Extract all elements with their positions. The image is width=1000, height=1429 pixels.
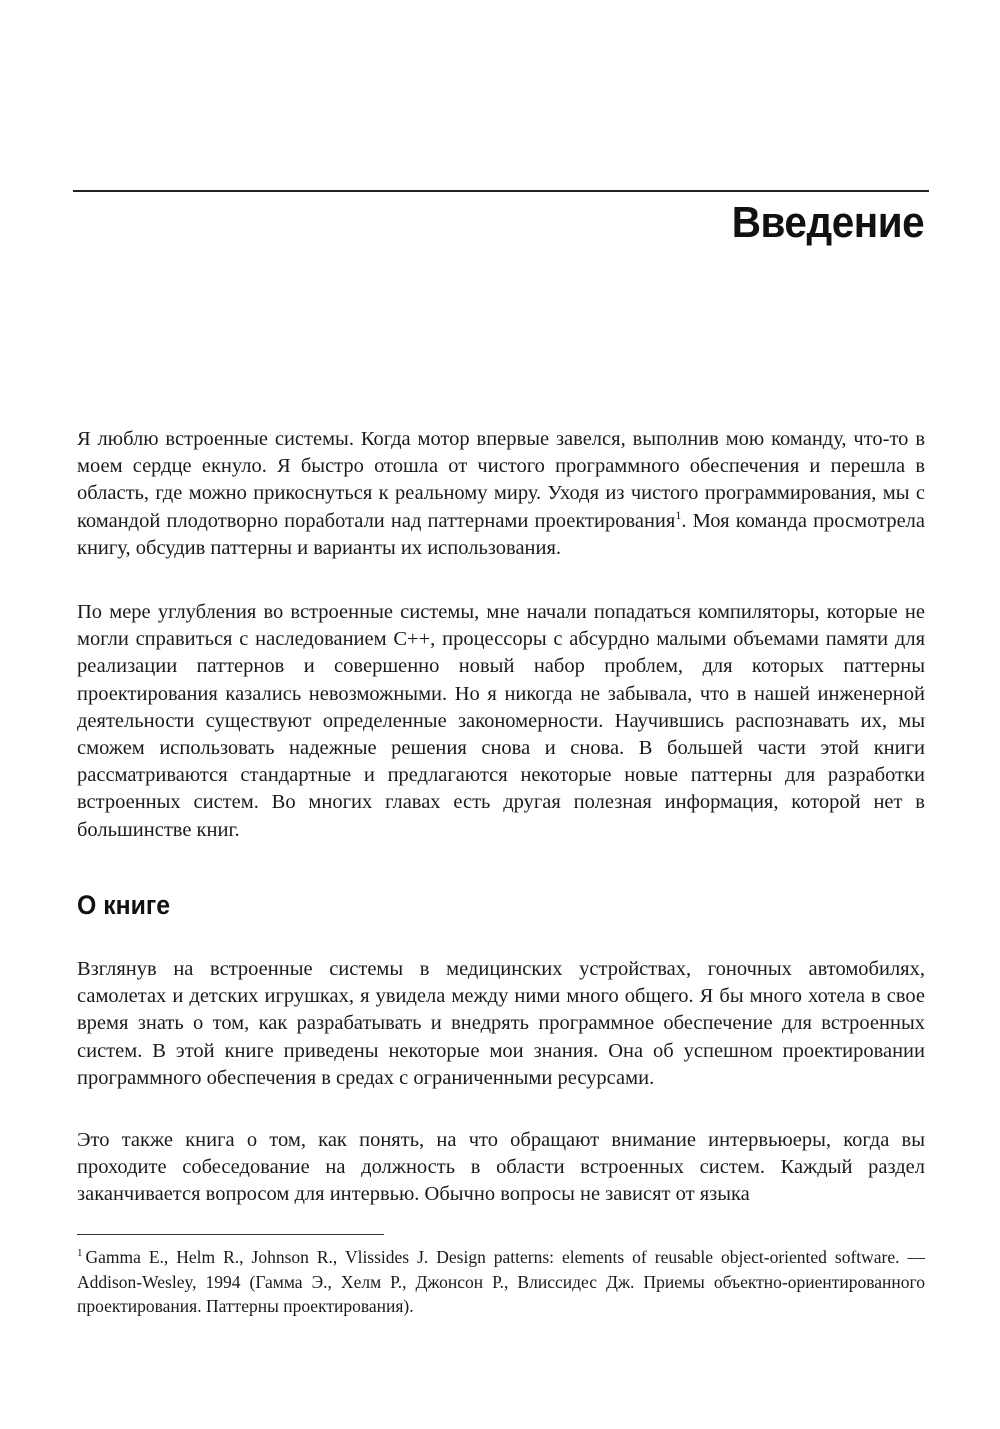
chapter-top-rule bbox=[73, 190, 929, 192]
about-paragraph-2: Это также книга о том, как понять, на что обращают внимание интервьюеры, когда вы проходите собеседование на должность в области встроенных систем. Каждый раздел заканчивается вопросом для интервью. Обычно вопросы не зависят от языка bbox=[77, 1129, 925, 1206]
footnote-text: Gamma E., Helm R., Johnson R., Vlissides J. Design patterns: elements of reusable object-oriented software. — Addison-Wesley, 1994 (Гамма Э., Хелм Р., Джонсон Р., Влиссидес Дж. Приемы объектно-ориентированного проектирования. Паттерны проектирования). bbox=[77, 1247, 925, 1316]
intro-paragraph-1 bbox=[77, 426, 925, 562]
footnote-separator bbox=[77, 1234, 384, 1235]
intro-paragraph-2: По мере углубления во встроенные системы, мне начали попадаться компиляторы, которые не могли справиться с наследованием C++, процессоры с абсурдно малыми объемами памяти для реализации паттернов и совершенно новый набор проблем, для которых паттерны проектирования казались невозможными. Но я никогда не забывала, что в нашей инженерной деятельности существуют определенные закономерности. Научившись распознавать их, мы сможем использовать надежные решения снова и снова. В большей части этой книги рассматриваются стандартные и предлагаются некоторые новые паттерны для разработки встроенных систем. Во многих главах есть другая полезная информация, которой нет в большинстве книг. bbox=[77, 601, 925, 841]
intro-paragraph-1-text-end: . Моя команда просмотрела книгу, обсудив паттерны и варианты их использования. bbox=[77, 509, 926, 559]
footnote-reference[interactable]: 1 bbox=[675, 507, 682, 522]
section-heading-about-book: О книге bbox=[77, 890, 171, 920]
chapter-title: Введение bbox=[731, 198, 924, 247]
intro-paragraph-1-text: Я люблю встроенные системы. Когда мотор впервые завелся, выполнив мою команду, что-то в моем сердце екнуло. Я быстро отошла от чистого программного обеспечения и перешла в область, где можно прикоснуться к реальному миру. Уходя из чистого программирования, мы с командой плодотворно поработали над паттернами проектирования bbox=[77, 428, 925, 532]
footnote-marker: 1 bbox=[77, 1247, 83, 1259]
footnote bbox=[77, 1245, 925, 1319]
about-paragraph-1: Взглянув на встроенные системы в медицинских устройствах, гоночных автомобилях, самолетах и детских игрушках, я увидела между ними много общего. Я бы много хотела в свое время знать о том, как разрабатывать и внедрять программное обеспечение для встроенных систем. В этой книге приведены некоторые мои знания. Она об успешном проектировании программного обеспечения в средах с ограниченными ресурсами. bbox=[77, 958, 925, 1089]
